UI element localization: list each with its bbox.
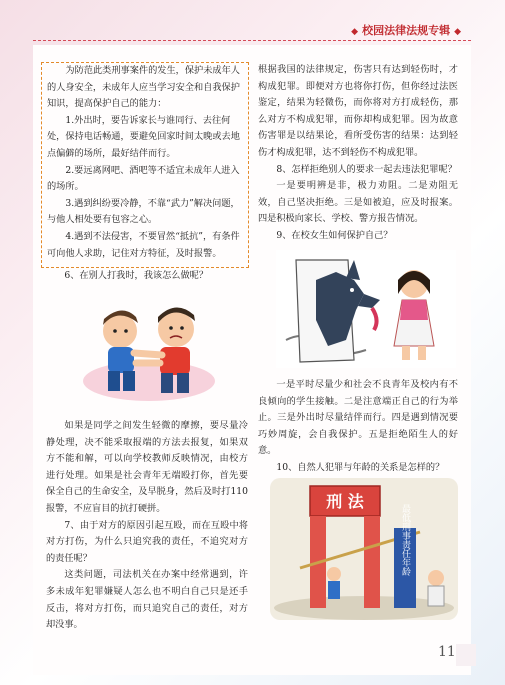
right-column-bottom <box>258 377 458 493</box>
criminal-law-gate-illustration <box>270 478 458 620</box>
diamond-icon: ◆ <box>454 27 461 37</box>
wolf-and-girl-illustration <box>276 250 456 368</box>
answer-9: 一是平时尽量少和社会不良青年及校内有不良倾向的学生接触。二是注意端正自己的行为举止。三是外出时尽量结伴而行。四是遇到情况要巧妙周旋，会自我保护。五是拒绝陌生人的好意。 <box>258 379 458 457</box>
question-10: 10、自然人犯罪与年龄的关系是怎样的？ <box>276 461 445 473</box>
question-7: 7、由于对方的原因引起互殴，而在互殴中将对方打伤，为什么只追究我的责任，不追究对方的责任呢？ <box>46 519 248 564</box>
box-paragraph: 为防范此类刑事案件的发生，保护未成年人的人身安全，未成年人应当学习安全和自我保护知识，提高保护自己的能力： <box>47 65 240 110</box>
fighting-boys-illustration <box>78 293 220 403</box>
question-9: 9、在校女生如何保护自己？ <box>276 229 393 241</box>
left-column-body <box>46 418 248 634</box>
page-number-tab <box>456 644 476 666</box>
question-6: 6、在别人打我时，我该怎么做呢？ <box>64 270 209 281</box>
right-column-top <box>258 62 458 245</box>
answer-6: 如果是同学之间发生轻微的摩擦，要尽量冷静处理，决不能采取报端的方法去报复，如果双方不能和解，可以向学校教师反映情况，由校方进行处理。如果是社会青年无端殴打你，首先要保全自己的生命安全，及早脱身，然后及时打110报警，不应盲目的抗打硬拼。 <box>46 420 248 514</box>
box-paragraph: 1.外出时，要告诉家长与谁同行、去往何处，保持电话畅通，要避免回家时间太晚或去地点偏僻的场所，最好结伴而行。 <box>47 114 240 159</box>
answer-7-continued: 根据我国的法律规定，伤害只有达到轻伤时，才构成犯罪。即便对方也将你打伤，但你经过法医鉴定，结果为轻微伤，而你将对方打成轻伤，那么对方不构成犯罪，而你却构成犯罪。因为故意伤害罪是以结果论，看所受伤害的结果：达到轻伤才构成犯罪，达不到轻伤不构成犯罪。 <box>258 64 458 158</box>
question-8: 8、怎样拒绝别人的要求一起去违法犯罪呢？ <box>276 163 457 175</box>
section-title: 校园法律法规专辑 <box>362 24 451 37</box>
left-column-q6 <box>46 268 248 285</box>
gate-label: 刑 法 <box>326 492 364 511</box>
header-divider <box>33 40 471 41</box>
box-paragraph: 2.要远离网吧、酒吧等不适宜未成年人进入的场所。 <box>47 164 240 193</box>
box-paragraph: 4.遇到不法侵害，不要冒然“抵抗”，有条件可向他人求助，记住对方特征，及时报警。 <box>47 230 240 259</box>
min-age-sign: 最低刑事责任年龄 <box>400 504 410 576</box>
safety-tips-box <box>41 62 249 268</box>
page-number: 11 <box>438 644 456 660</box>
box-paragraph: 3.遇到纠纷要冷静，不靠“武力”解决问题，与他人相处要有包容之心。 <box>47 197 240 226</box>
answer-7: 这类问题，司法机关在办案中经常遇到，许多未成年犯罪嫌疑人怎么也不明白自己只是还手反击，将对方打伤，而只追究自己的责任，对方却没事。 <box>46 569 248 631</box>
answer-8: 一是要明辨是非，极力劝阻。二是劝阻无效，自己坚决拒绝。三是如被迫，应及时报案。四是积极向家长、学校、警方报告情况。 <box>258 180 458 225</box>
section-header <box>347 22 465 38</box>
diamond-icon: ◆ <box>351 27 359 37</box>
